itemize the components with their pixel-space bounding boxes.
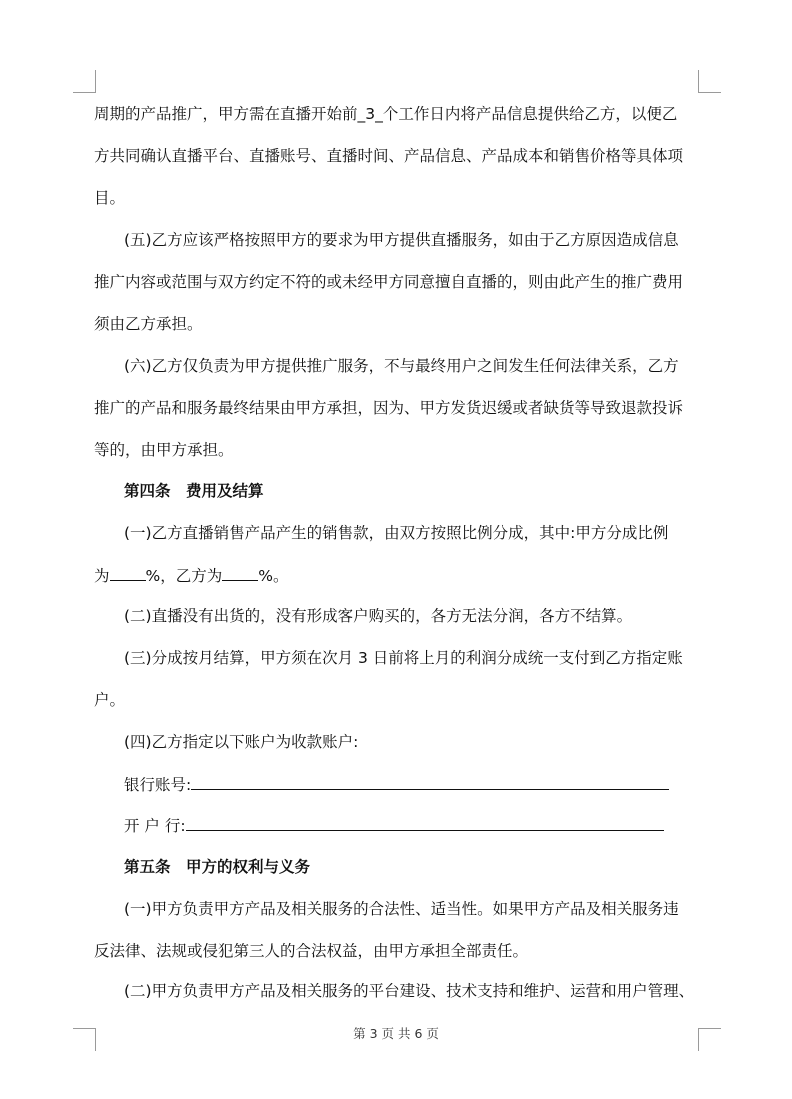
paragraph-line: 推广内容或范围与双方约定不符的或未经甲方同意擅自直播的，则由此产生的推广费用 (94, 273, 684, 291)
ratio-line: 为 %，乙方为 %。 (94, 564, 288, 587)
party-a-ratio-blank (110, 564, 146, 581)
paragraph-line: (二)甲方负责甲方产品及相关服务的平台建设、技术支持和维护、运营和用户管理、 (124, 982, 695, 1000)
paragraph-line: (三)分成按月结算，甲方须在次月 3 日前将上月的利润分成统一支付到乙方指定账 (124, 649, 683, 667)
page-number-footer: 第 3 页 共 6 页 (353, 1026, 439, 1041)
paragraph-line: 目。 (94, 189, 126, 207)
paragraph-line: (五)乙方应该严格按照甲方的要求为甲方提供直播服务，如由于乙方原因造成信息 (124, 231, 679, 249)
bank-account-label: 银行账号: (124, 776, 192, 794)
paragraph-line: (四)乙方指定以下账户为收款账户: (124, 733, 359, 751)
bank-label: 开 户 行: (124, 817, 186, 835)
section-heading: 第四条 费用及结算 (124, 482, 264, 500)
paragraph-line: (六)乙方仅负责为甲方提供推广服务，不与最终用户之间发生任何法律关系，乙方 (124, 357, 679, 375)
paragraph-line: (一)乙方直播销售产品产生的销售款，由双方按照比例分成，其中:甲方分成比例 (124, 524, 669, 542)
page-corner-mark (698, 70, 721, 93)
section-heading: 第五条 甲方的权利与义务 (124, 858, 311, 876)
bank-blank (186, 814, 664, 831)
paragraph-line: 反法律、法规或侵犯第三人的合法权益，由甲方承担全部责任。 (94, 942, 529, 960)
paragraph-line: 等的，由甲方承担。 (94, 441, 234, 459)
bank-line (124, 814, 664, 837)
bank-account-blank (191, 773, 669, 790)
paragraph-line: 户。 (94, 691, 126, 709)
paragraph-line: 推广的产品和服务最终结果由甲方承担，因为、甲方发货迟缓或者缺货等导致退款投诉 (94, 399, 684, 417)
paragraph-line: (二)直播没有出货的，没有形成客户购买的，各方无法分润，各方不结算。 (124, 607, 633, 625)
paragraph-line: (一)甲方负责甲方产品及相关服务的合法性、适当性。如果甲方产品及相关服务违 (124, 900, 679, 918)
paragraph-line: 方共同确认直播平台、直播账号、直播时间、产品信息、产品成本和销售价格等具体项 (94, 147, 684, 165)
party-b-ratio-blank (222, 564, 258, 581)
paragraph-line: 周期的产品推广，甲方需在直播开始前_3_个工作日内将产品信息提供给乙方，以便乙 (94, 105, 678, 123)
page-corner-mark (73, 70, 96, 93)
bank-account-line (124, 773, 669, 796)
paragraph-line: 须由乙方承担。 (94, 315, 203, 333)
